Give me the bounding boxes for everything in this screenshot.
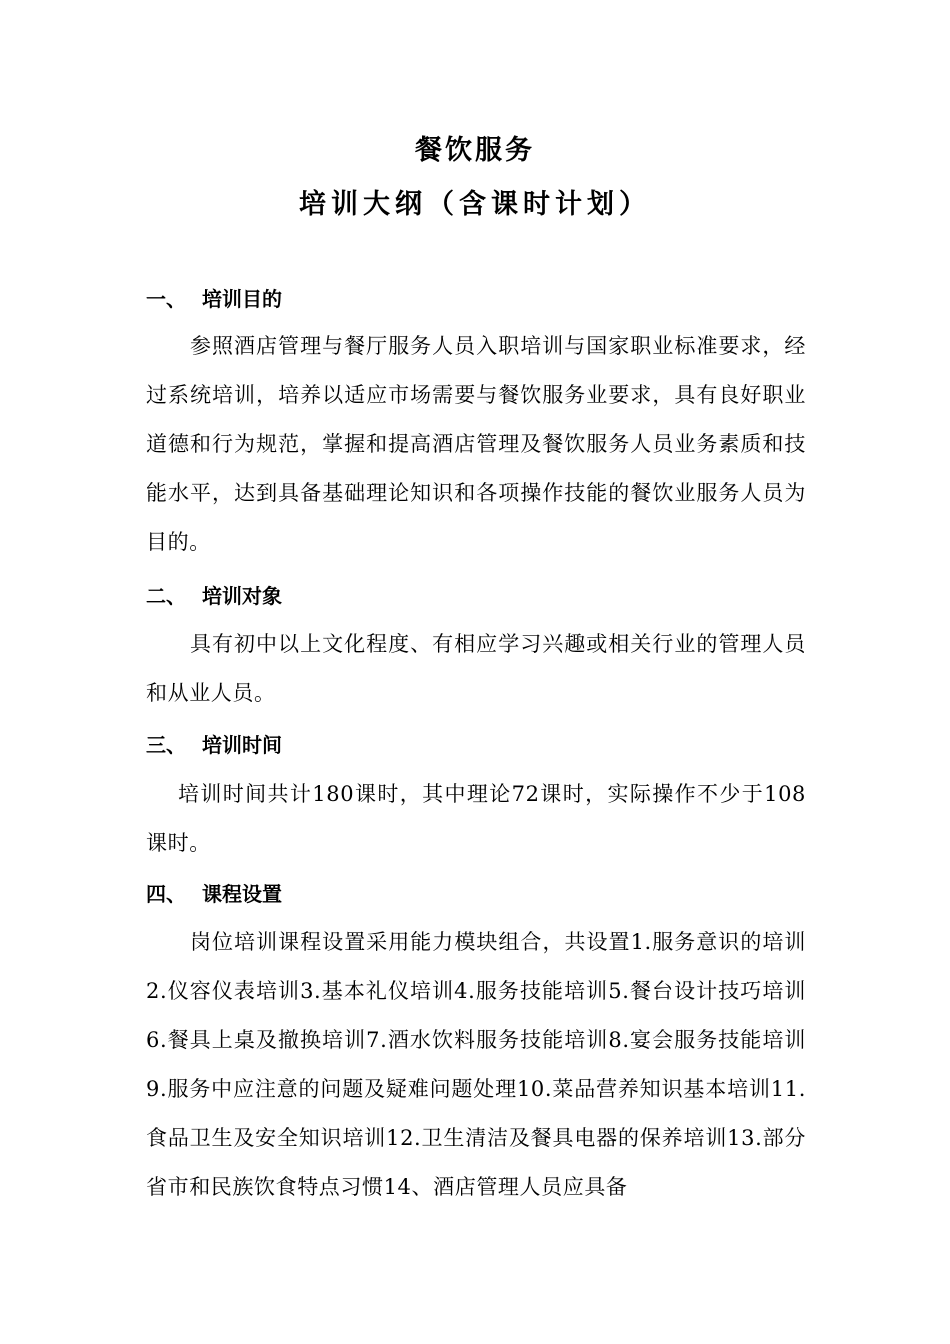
- document-title: 餐饮服务: [415, 135, 535, 166]
- section-body-purpose: 参照酒店管理与餐厅服务人员入职培训与国家职业标准要求，经过系统培训，培养以适应市场需要与餐饮服务业要求，具有良好职业道德和行为规范，掌握和提高酒店管理及餐饮服务人员业务素质和技能水平，达到具备基础理论知识和各项操作技能的餐饮业服务人员为目的。: [146, 334, 806, 554]
- section-title: 培训目的: [202, 287, 282, 311]
- section-title: 培训时间: [202, 733, 282, 757]
- document-subtitle: 培训大纲（含课时计划）: [299, 189, 651, 220]
- section-number: 二、: [146, 584, 186, 608]
- section-number: 一、: [146, 287, 186, 311]
- section-body-audience: 具有初中以上文化程度、有相应学习兴趣或相关行业的管理人员和从业人员。: [146, 632, 806, 705]
- section-heading-audience: [146, 582, 282, 610]
- section-number: 四、: [146, 882, 186, 906]
- section-title: 培训对象: [202, 584, 282, 608]
- section-body-curriculum: 岗位培训课程设置采用能力模块组合，共设置1.服务意识的培训2.仪容仪表培训3.基本礼仪培训4.服务技能培训5.餐台设计技巧培训6.餐具上桌及撤换培训7.酒水饮料服务技能培训8.宴会服务技能培训9.服务中应注意的问题及疑难问题处理10.菜品营养知识基本培训11.食品卫生及安全知识培训12.卫生清洁及餐具电器的保养培训13.部分省市和民族饮食特点习惯14、酒店管理人员应具备: [146, 930, 806, 1199]
- section-body-duration: 培训时间共计180课时，其中理论72课时，实际操作不少于108课时。: [146, 782, 806, 855]
- section-heading-purpose: [146, 285, 282, 313]
- section-number: 三、: [146, 733, 186, 757]
- section-title: 课程设置: [202, 882, 282, 906]
- section-heading-curriculum: [146, 880, 282, 908]
- section-heading-duration: [146, 731, 282, 759]
